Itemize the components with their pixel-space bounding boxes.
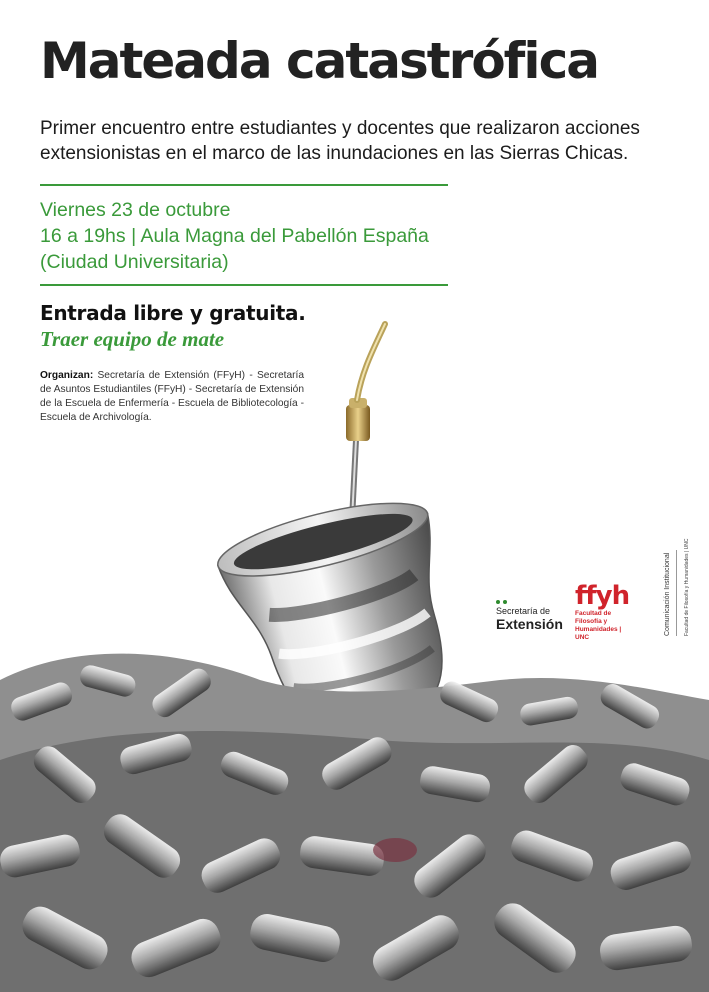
event-campus: (Ciudad Universitaria) [40,251,229,273]
logo-ffyh [575,582,635,642]
logo-ffyh-mark: ffyh [575,581,630,611]
logo-divider [676,550,677,636]
mate-cup [212,488,474,750]
organizers [40,369,304,425]
event-time-place: 16 a 19hs | Aula Magna del Pabellón España [40,225,429,247]
divider-top [40,184,448,186]
logo-comunicacion-sub: Facultad de Filosofía y Humanidades | UNC [684,538,690,636]
cans-pile [0,654,709,992]
logo-comunicacion-text: Comunicación Institucional [664,552,671,636]
poster-title: Mateada catastrófica [40,32,598,90]
logo-ffyh-caption: Facultad de Filosofía y Humanidades | UNC [575,610,622,641]
bring-note: Traer equipo de mate [40,327,225,351]
bombilla-straw [346,324,385,520]
divider-bottom [40,284,448,286]
event-details [40,197,429,275]
logo-secretaria-extension [496,600,563,632]
organizers-text: Secretaría de Extensión (FFyH) - Secretaría de Asuntos Estudiantiles (FFyH) - Secretaría de Extensión de la Escuela de Enfermería - Escuela de Bibliotecología - Escuela de Archivología. [40,370,304,423]
dots-icon [496,600,563,604]
organizers-label: Organizan: [40,370,94,381]
event-date: Viernes 23 de octubre [40,199,231,221]
poster-subtitle: Primer encuentro entre estudiantes y docentes que realizaron acciones extensionistas en el marco de las inundaciones en las Sierras Chicas. [40,118,640,164]
logo-extension-big: Extensión [496,616,563,632]
logo-comunicacion [660,530,692,636]
logo-extension-small: Secretaría de [496,606,551,616]
entry-note: Entrada libre y gratuita. [40,301,306,325]
